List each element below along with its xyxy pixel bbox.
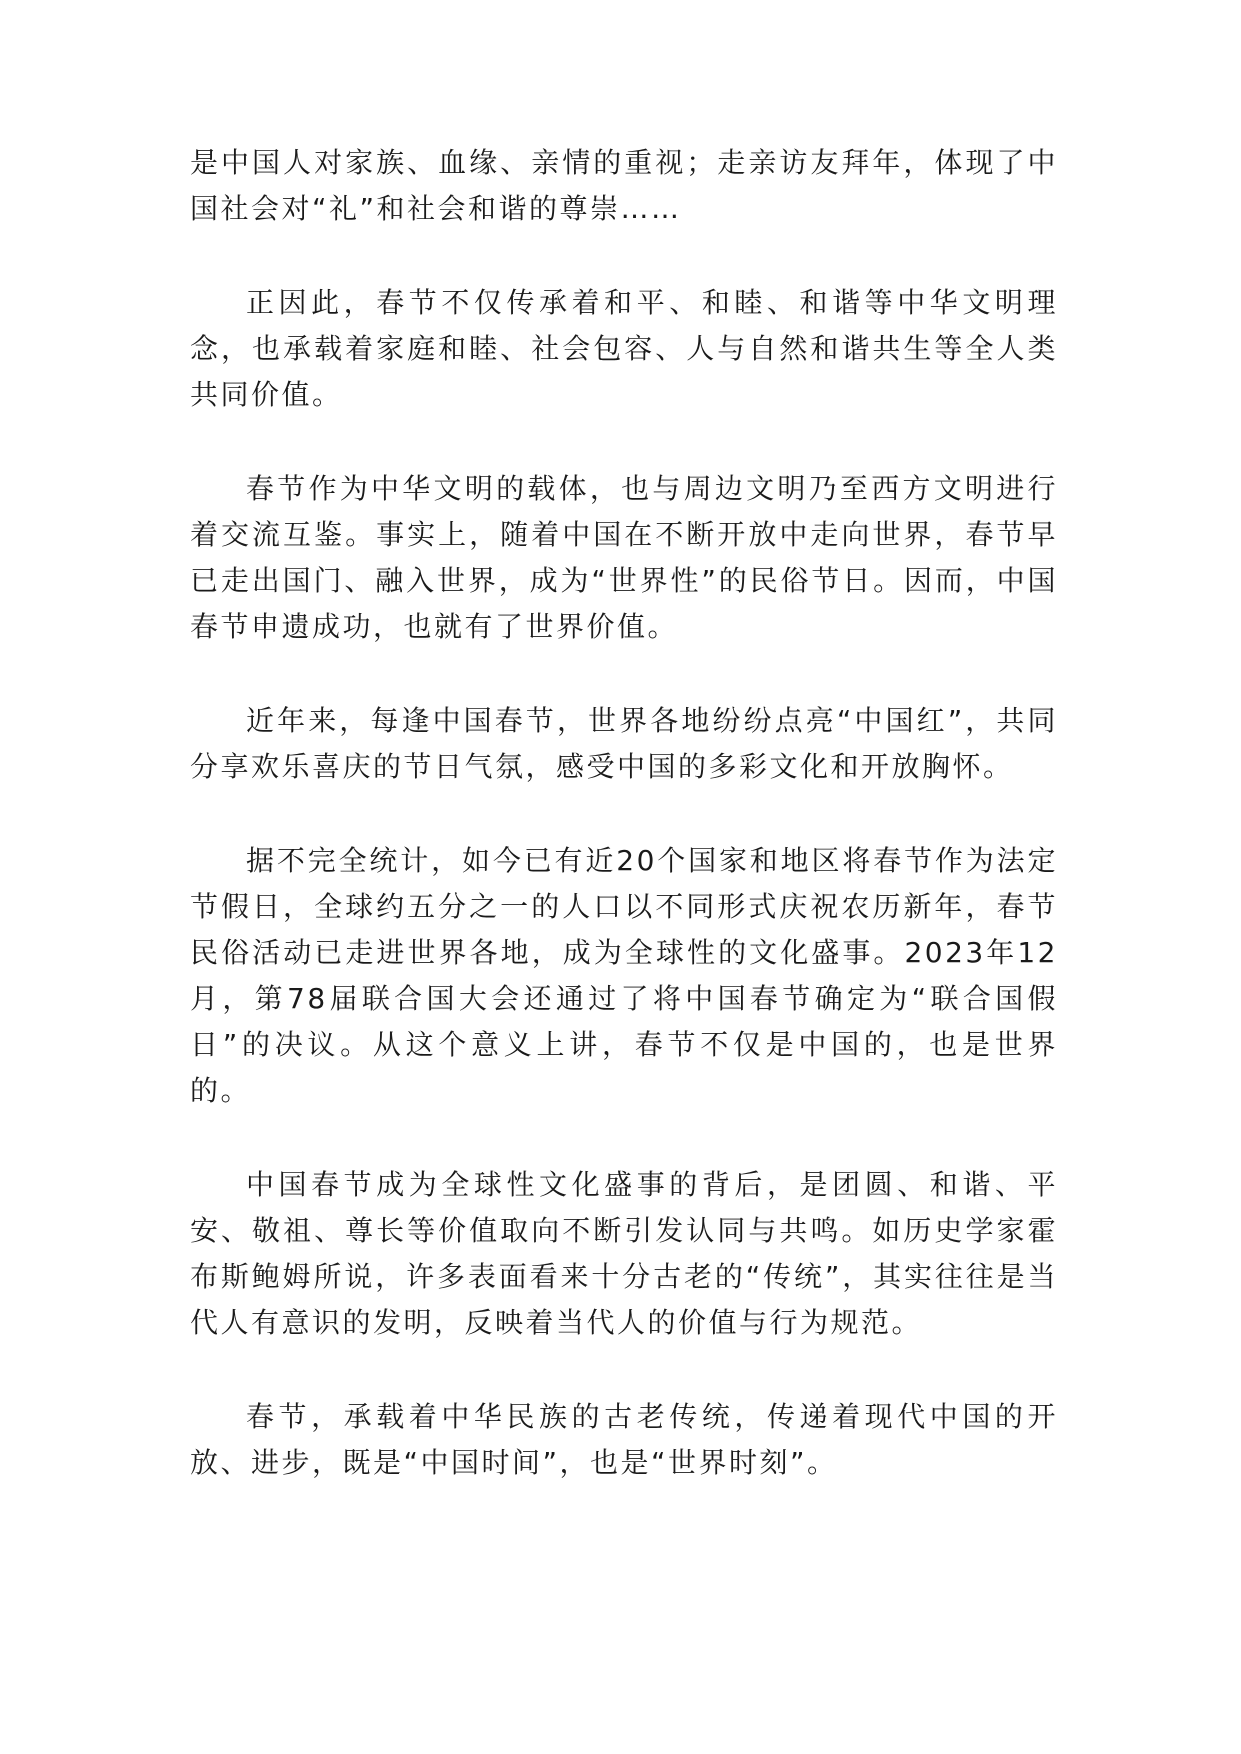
paragraph: 春节，承载着中华民族的古老传统，传递着现代中国的开放、进步，既是“中国时间”，也是“世界时刻”。 [190, 1400, 1058, 1479]
paragraph: 据不完全统计，如今已有近20个国家和地区将春节作为法定节假日，全球约五分之一的人口以不同形式庆祝农历新年，春节民俗活动已走进世界各地，成为全球性的文化盛事。2023年12月，第78届联合国大会还通过了将中国春节确定为“联合国假日”的决议。从这个意义上讲，春节不仅是中国的，也是世界的。 [190, 844, 1058, 1107]
paragraph: 中国春节成为全球性文化盛事的背后，是团圆、和谐、平安、敬祖、尊长等价值取向不断引发认同与共鸣。如历史学家霍布斯鲍姆所说，许多表面看来十分古老的“传统”，其实往往是当代人有意识的发明，反映着当代人的价值与行为规范。 [190, 1168, 1058, 1339]
paragraph: 正因此，春节不仅传承着和平、和睦、和谐等中华文明理念，也承载着家庭和睦、社会包容、人与自然和谐共生等全人类共同价值。 [190, 286, 1058, 411]
paragraph-continued: 是中国人对家族、血缘、亲情的重视；走亲访友拜年，体现了中国社会对“礼”和社会和谐的尊崇…… [190, 146, 1058, 225]
paragraph: 近年来，每逢中国春节，世界各地纷纷点亮“中国红”，共同分享欢乐喜庆的节日气氛，感受中国的多彩文化和开放胸怀。 [190, 704, 1058, 783]
paragraph: 春节作为中华文明的载体，也与周边文明乃至西方文明进行着交流互鉴。事实上，随着中国在不断开放中走向世界，春节早已走出国门、融入世界，成为“世界性”的民俗节日。因而，中国春节申遗成功，也就有了世界价值。 [190, 472, 1058, 643]
document-page [190, 140, 1058, 1486]
